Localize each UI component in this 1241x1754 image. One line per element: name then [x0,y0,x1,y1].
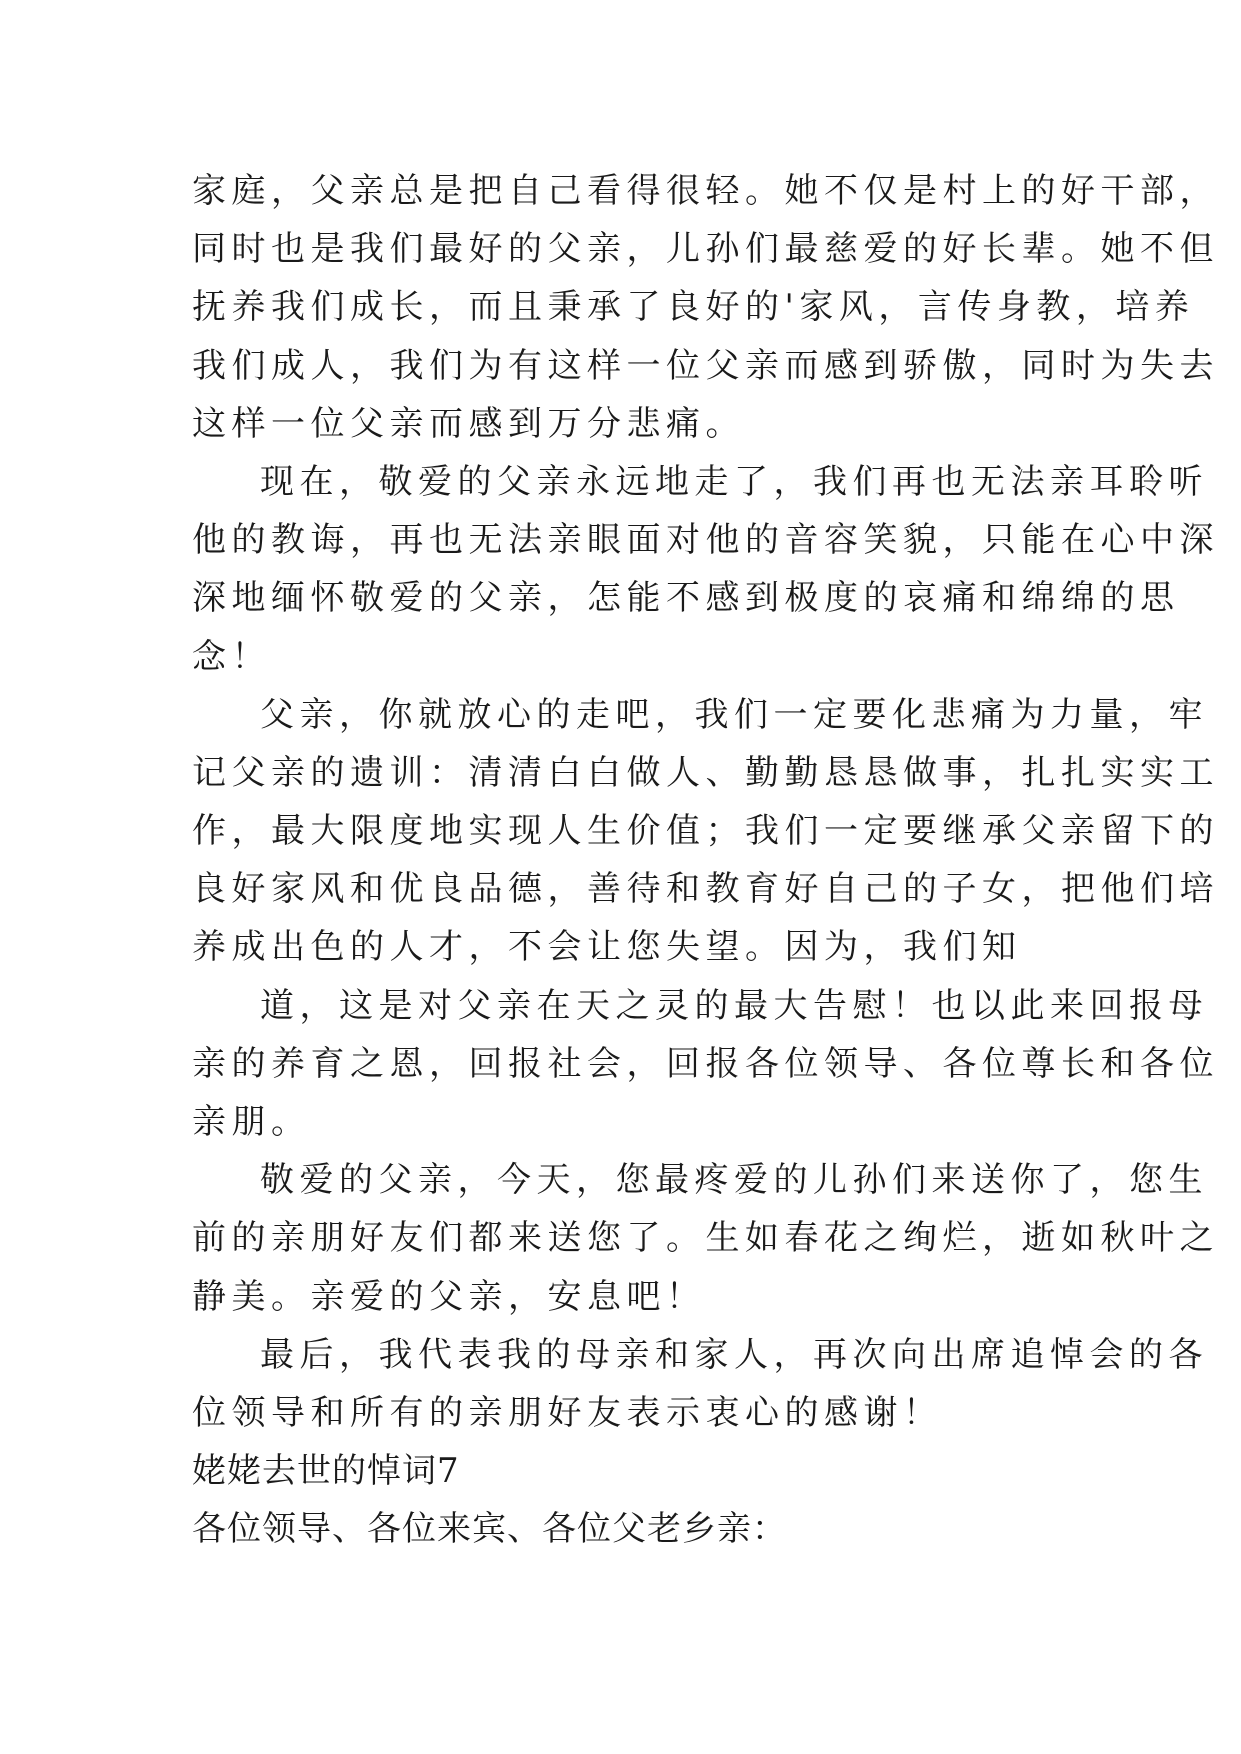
paragraph-first-line: 最后，我代表我的母亲和家人，再次向出席追悼会的各 [260,1334,1208,1375]
document-body [192,162,1219,1559]
paragraph-first-line: 道，这是对父亲在天之灵的最大告慰！也以此来回报母 [260,985,1208,1026]
salutation-line: 各位领导、各位来宾、各位父老乡亲： [192,1509,787,1550]
paragraph-first-line: 敬爱的父亲，今天，您最疼爱的儿孙们来送你了，您生 [260,1160,1208,1201]
section-heading: 姥姥去世的悼词7 [192,1451,460,1492]
text-line: 我们成人，我们为有这样一位父亲而感到骄傲，同时为失去 [192,345,1219,386]
text-line: 养成出色的人才，不会让您失望。因为，我们知 [192,927,1022,968]
text-line: 念！ [192,636,271,677]
paragraph-first-line: 现在，敬爱的父亲永远地走了，我们再也无法亲耳聆听 [260,461,1208,502]
text-line: 这样一位父亲而感到万分悲痛。 [192,403,745,444]
text-line: 深地缅怀敬爱的父亲，怎能不感到极度的哀痛和绵绵的思 [192,578,1180,619]
text-line: 亲的养育之恩，回报社会，回报各位领导、各位尊长和各位 [192,1043,1219,1084]
text-line: 前的亲朋好友们都来送您了。生如春花之绚烂，逝如秋叶之 [192,1218,1219,1259]
text-line: 同时也是我们最好的父亲，儿孙们最慈爱的好长辈。她不但 [192,229,1219,270]
text-line: 良好家风和优良品德，善待和教育好自己的子女，把他们培 [192,869,1219,910]
text-line: 位领导和所有的亲朋好友表示衷心的感谢！ [192,1392,943,1433]
text-line: 家庭，父亲总是把自己看得很轻。她不仅是村上的好干部， [192,171,1219,211]
text-line: 他的教诲，再也无法亲眼面对他的音容笑貌，只能在心中深 [192,520,1219,561]
text-line: 记父亲的遗训：清清白白做人、勤勤恳恳做事，扎扎实实工 [192,752,1219,793]
text-line: 作，最大限度地实现人生价值；我们一定要继承父亲留下的 [192,811,1219,852]
text-line: 亲朋。 [192,1102,311,1142]
text-line: 抚养我们成长，而且秉承了良好的'家风，言传身教，培养 [192,287,1195,328]
text-line: 静美。亲爱的父亲，安息吧！ [192,1276,706,1317]
paragraph-first-line: 父亲，你就放心的走吧，我们一定要化悲痛为力量，牢 [260,694,1208,735]
